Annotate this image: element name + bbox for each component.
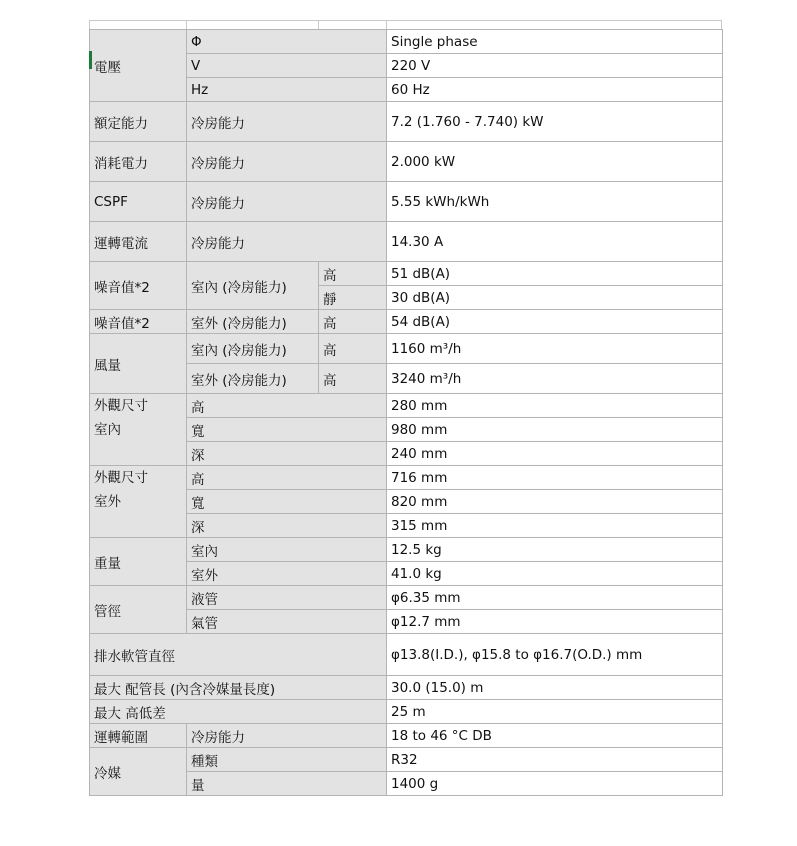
value-outdoor-depth: 315 mm [386, 513, 723, 538]
label-volt: V [186, 53, 387, 78]
label-height: 高 [186, 393, 387, 418]
label-high: 高 [318, 333, 387, 364]
value-rated-capacity: 7.2 (1.760 - 7.740) kW [386, 101, 723, 142]
label-cooling: 冷房能力 [186, 101, 387, 142]
value-refrigerant-amount: 1400 g [386, 771, 723, 796]
value-indoor-depth: 240 mm [386, 441, 723, 466]
value-airflow-outdoor: 3240 m³/h [386, 363, 723, 394]
label-power-consumption: 消耗電力 [89, 141, 187, 182]
label-high: 高 [318, 261, 387, 286]
label-refrigerant: 冷媒 [89, 747, 187, 796]
label-cooling: 冷房能力 [186, 141, 387, 182]
value-phase: Single phase [386, 29, 723, 54]
label-weight: 重量 [89, 537, 187, 586]
value-noise-indoor-quiet: 30 dB(A) [386, 285, 723, 310]
label-gas-pipe: 氣管 [186, 609, 387, 634]
label-operating-range: 運轉範圍 [89, 723, 187, 748]
spec-table [89, 20, 722, 829]
label-cooling: 冷房能力 [186, 181, 387, 222]
value-weight-indoor: 12.5 kg [386, 537, 723, 562]
label-running-current: 運轉電流 [89, 221, 187, 262]
label-outdoor-cooling: 室外 (冷房能力) [186, 363, 319, 394]
label-pipe-diameter: 管徑 [89, 585, 187, 634]
label-depth: 深 [186, 513, 387, 538]
value-volt: 220 V [386, 53, 723, 78]
label-cspf: CSPF [89, 181, 187, 222]
label-noise-outdoor: 噪音值*2 [89, 309, 187, 334]
value-liquid-pipe: φ6.35 mm [386, 585, 723, 610]
label-liquid-pipe: 液管 [186, 585, 387, 610]
value-noise-outdoor: 54 dB(A) [386, 309, 723, 334]
label-max-pipe-length: 最大 配管長 (內含冷媒量長度) [89, 675, 387, 700]
value-max-height-diff: 25 m [386, 699, 723, 724]
value-drain-hose: φ13.8(I.D.), φ15.8 to φ16.7(O.D.) mm [386, 633, 723, 676]
label-high: 高 [318, 363, 387, 394]
label-drain-hose: 排水軟管直徑 [89, 633, 387, 676]
label-indoor: 室內 [186, 537, 387, 562]
label-cooling: 冷房能力 [186, 723, 387, 748]
value-refrigerant-type: R32 [386, 747, 723, 772]
value-cspf: 5.55 kWh/kWh [386, 181, 723, 222]
label-height: 高 [186, 465, 387, 490]
value-max-pipe-length: 30.0 (15.0) m [386, 675, 723, 700]
label-voltage: 電壓 [89, 29, 187, 102]
value-running-current: 14.30 A [386, 221, 723, 262]
label-airflow: 風量 [89, 333, 187, 394]
value-weight-outdoor: 41.0 kg [386, 561, 723, 586]
label-amount: 量 [186, 771, 387, 796]
label-indoor-cooling: 室內 (冷房能力) [186, 261, 319, 310]
label-high: 高 [318, 309, 387, 334]
value-indoor-width: 980 mm [386, 417, 723, 442]
label-dimensions-indoor: 外觀尺寸 室內 [89, 393, 187, 466]
label-width: 寬 [186, 489, 387, 514]
label-type: 種類 [186, 747, 387, 772]
value-airflow-indoor: 1160 m³/h [386, 333, 723, 364]
value-outdoor-width: 820 mm [386, 489, 723, 514]
label-dimensions-outdoor: 外觀尺寸 室外 [89, 465, 187, 538]
label-width: 寬 [186, 417, 387, 442]
label-indoor-cooling: 室內 (冷房能力) [186, 333, 319, 364]
value-power-consumption: 2.000 kW [386, 141, 723, 182]
value-noise-indoor-high: 51 dB(A) [386, 261, 723, 286]
value-indoor-height: 280 mm [386, 393, 723, 418]
active-cell-marker [89, 51, 92, 69]
label-noise-indoor: 噪音值*2 [89, 261, 187, 310]
label-max-height-diff: 最大 高低差 [89, 699, 387, 724]
label-outdoor: 室外 [186, 561, 387, 586]
value-gas-pipe: φ12.7 mm [386, 609, 723, 634]
label-depth: 深 [186, 441, 387, 466]
label-phase: Φ [186, 29, 387, 54]
label-rated-capacity: 額定能力 [89, 101, 187, 142]
value-outdoor-height: 716 mm [386, 465, 723, 490]
value-hz: 60 Hz [386, 77, 723, 102]
label-quiet: 靜 [318, 285, 387, 310]
label-outdoor-cooling: 室外 (冷房能力) [186, 309, 319, 334]
label-hz: Hz [186, 77, 387, 102]
value-operating-range: 18 to 46 °C DB [386, 723, 723, 748]
label-cooling: 冷房能力 [186, 221, 387, 262]
